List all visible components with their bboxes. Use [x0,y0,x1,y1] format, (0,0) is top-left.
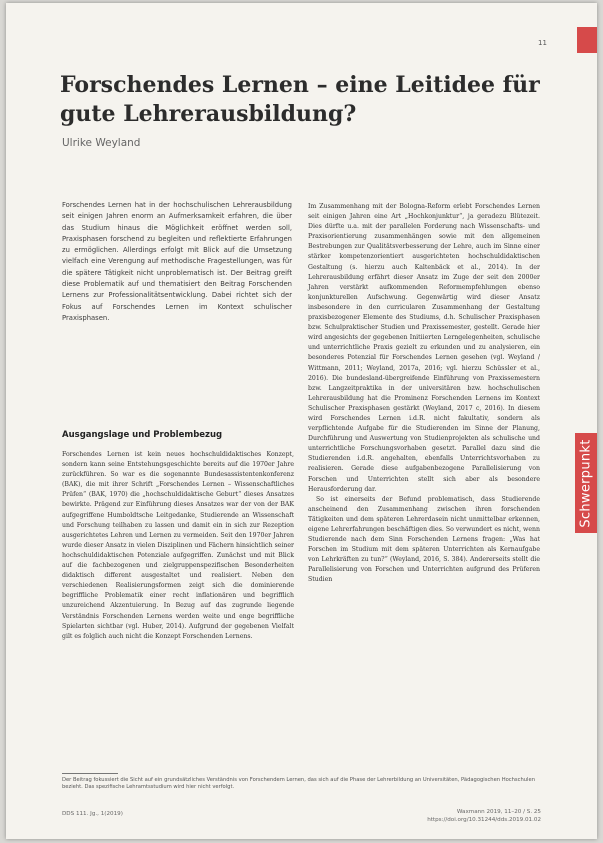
body-column-left: Forschendes Lernen ist kein neues hochschuldidaktisches Konzept, sondern kann seine Entstehungsgeschichte bereits auf die 1970er Jahre zurückführen. So war es die sogenannte Bundesassistentenkonferenz (BAK), die mit ihrer Schrift „Forschendes Lernen – Wissenschaftliches Prüfen“ (BAK, 1970) die „hochschuldidaktische Geburt“ dieses Ansatzes bewirkte. Prägend zur Einführung dieses Ansatzes war der von der BAK aufgegriffene Humboldtsche Leitgedanke, Studierende an Wissenschaft und Forschung teilhaben zu lassen und damit ein in sich zur Rezeption ausgerichtetes Lehren und Lernen zu vermeiden. Seit den 1970er Jahren wurde dieser Ansatz in vielen Disziplinen und Fächern hinsichtlich seiner hochschuldidaktischen Potenziale aufgegriffen. Zunächst und mit Blick auf die fachbezogenen und zielgruppenspezifischen Besonderheiten didaktisch different ausgestaltet und realisiert. Neben den verschiedenen Realisierungsformen zeigt sich die dominierende begriffliche Problematik einer recht inflationären und begrifflich unzureichend Akzentuierung. In Bezug auf das zugrunde liegende Verständnis Forschenden Lernens werden weite und enge begriffliche Spielarten sichtbar (vgl. Huber, 2014). Aufgrund der gegebenen Vielfalt gilt es folglich auch nicht die Konzept Forschenden Lernens. [62,451,294,640]
footer-journal-info: DDS 111. Jg., 1(2019) [62,811,123,817]
footer-publisher-info [427,809,541,824]
footnote: Der Beitrag fokussiert die Sicht auf ein grundsätzliches Verständnis von Forschendem Lernen, das sich auf die Phase der Lehrerbildung an Universitäten, Pädagogischen Hochschulen bezieht. Das spezifische Lehramtsstudium wird hier nicht verfolgt. [62,777,535,791]
article-abstract: Forschendes Lernen hat in der hochschulischen Lehrerausbildung seit einigen Jahren enorm an Aufmerksamkeit erfahren, die über das Studium hinaus die Möglichkeit eröffnet werden soll, Praxisphasen forschend zu begleiten und reflektierte Erfahrungen zu ermöglichen. Allerdings erfolgt mit Blick auf die Umsetzung vielfach eine Verengung auf methodische Fragestellungen, was für die spätere Tätigkeit nicht unproblematisch ist. Der Beitrag greift diese Problematik auf und thematisiert den Beitrag Forschenden Lernens zur Professionalitätsentwicklung. Dabei richtet sich der Fokus auf Forschendes Lernen im Kontext schulischer Praxisphasen. [62,201,292,322]
footnote-divider [62,773,118,774]
footer-doi: https://doi.org/10.31244/dds.2019.01.02 [427,816,541,823]
section-tab [575,433,597,533]
journal-page [6,3,597,839]
section-tab-label: Schwerpunkt [578,438,594,528]
section-color-marker [577,27,597,53]
body-paragraph: So ist einerseits der Befund problematisch, dass Studierende anscheinend den Zusammenhang zwischen ihren forschenden Tätigkeiten und dem späteren Lehrerdasein nicht unmittelbar erkennen, eigene Lehrerfahrungen beschäftigen dies. So verwundert es nicht, wenn Studierende nach dem Sinn Forschenden Lernens fragen: „Was hat Forschen im Studium mit dem späteren Unterrichten als Kernaufgabe von Lehrkräften zu tun?“ (Weyland, 2016, S. 384). Andererseits stellt die Parallelisierung von Forschen und Unterrichten aufgrund des Prüferen Studien [308,495,540,584]
body-column-right [308,202,540,586]
footer-publisher-line: Waxmann 2019, 11–20 / S. 25 [456,809,541,815]
article-title: Forschendes Lernen – eine Leitidee für gute Lehrerausbildung? [60,72,540,127]
page-number: 11 [538,39,547,47]
article-author: Ulrike Weyland [62,137,141,149]
body-paragraph: Im Zusammenhang mit der Bologna-Reform erlebt Forschendes Lernen seit einigen Jahren eine Art „Hochkonjunktur“, ja geradezu Blütezeit. Dies dürfte u.a. mit der parallelen Forderung nach Wissenschafts- und Praxisorientierung zusammenhängen sowie mit den allgemeinen Bestrebungen zur Qualitätsverbesserung der Lehre, auch im Sinne einer stärker kompetenzorientiert ausgerichteten hochschuldidaktischen Gestaltung (s. hierzu auch Kaltenbäck et al., 2014). In der Lehrerausbildung erfährt dieser Ansatz im Zuge der seit den 2000er Jahren verstärkt aufkommenden Reformempfehlungen ebenso konjunkturellen Aufschwung. Gegenwärtig wird dieser Ansatz insbesondere in den curricularen Zusammenhang der Gestaltung praxisbezogener Elemente des Studiums, d.h. Schulischer Praxisphasen bzw. Schulpraktischer Studien und Praxissemester, gestellt. Gerade hier wird angesichts der gegebenen Initiierten Lerngelegenheiten, schulische und unterrichtliche Praxis gezielt zu erkunden und zu analysieren, ein besonderes Potenzial für Forschendes Lernen gesehen (vgl. Weyland / Wittmann, 2011; Weyland, 2017a, 2016; vgl. hierzu Schüssler et al., 2016). Die bundesland-übergreifende Einführung von Praxissemestern bzw. Langzeitpraktika in der universitären bzw. hochschulischen Lehrerausbildung hat die Prominenz Forschenden Lernens im Kontext Schulischer Praxisphasen gestärkt (Weyland, 2017 c, 2016). In diesem wird Forschendes Lernen i.d.R. nicht fakultativ, sondern als verpflichtende Aufgabe für die Studierenden im Sinne der Planung, Durchführung und Auswertung von Studienprojekten als schulische und unterrichtliche Forschungsvorhaben gesetzt. Parallel dazu sind die Studierenden i.d.R. angehalten, ebenfalls Unterrichtsvorhaben zu realisieren. Gerade diese aufgabenbezogene Parallelisierung von Forschen und Unterrichten stellt sich aber als besondere Herausforderung dar. [308,203,540,493]
section-heading: Ausgangslage und Problembezug [62,430,223,440]
